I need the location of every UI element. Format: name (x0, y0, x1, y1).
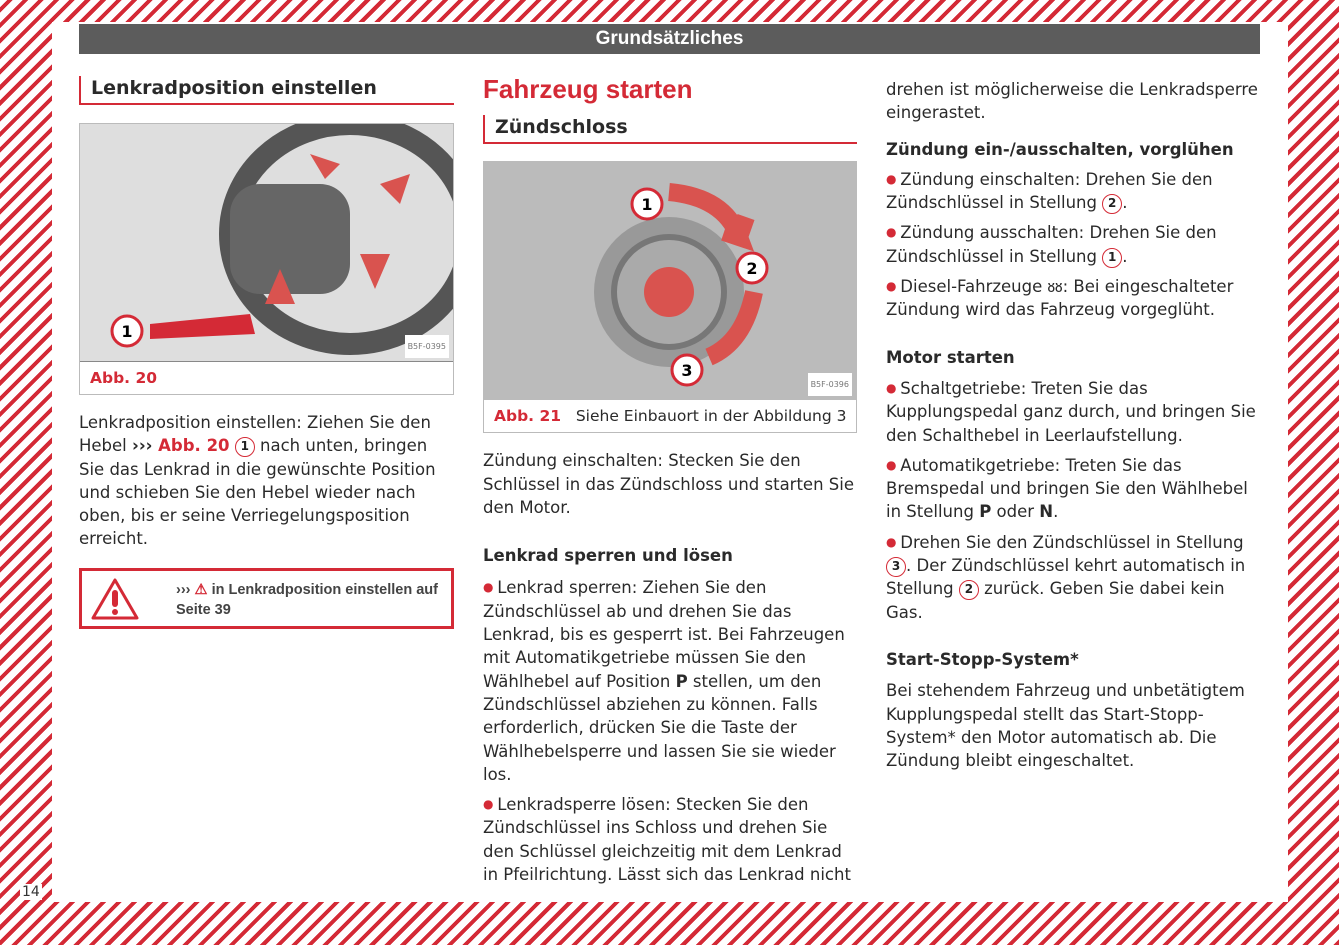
figure-caption: Siehe Einbauort in der Abbildung 3 (575, 407, 847, 426)
bullet-item: ● Drehen Sie den Zündschlüssel in Stellung 3 . Der Zündschlüssel kehrt automatisch in Stellung 2 zurück. Geben Sie dabei kein Gas. (886, 531, 1260, 624)
figure-link[interactable]: Abb. 20 (152, 436, 230, 456)
steering-wheel-drawing (80, 124, 453, 362)
page-number: 14 (22, 884, 40, 900)
column-3 (886, 0, 1260, 772)
glow-plug-icon: ᴕᴕ (1047, 277, 1063, 297)
figure-abb-20 (79, 123, 454, 395)
steering-wheel-illustration (80, 124, 453, 362)
subheading: Zündung ein-/ausschalten, vorglühen (886, 139, 1234, 159)
warning-triangle-icon (90, 577, 140, 621)
paragraph: Bei stehendem Fahrzeug und unbetätigtem Kupplungspedal stellt das Start-Stopp-System* den Motor automatisch ab. Die Zündung bleibt eingeschaltet. (886, 681, 1245, 771)
section-heading: Zündschloss (483, 115, 857, 144)
bullet-item: ● Lenkradsperre lösen: Stecken Sie den Zündschlüssel ins Schloss und drehen Sie den Schlüssel gleichzeitig mit dem Lenkrad in Pfeilrichtung. Lässt sich das Lenkrad nicht (483, 793, 857, 886)
bullet-item: ● Diesel-Fahrzeuge ᴕᴕ: Bei eingeschalteter Zündung wird das Fahrzeug vorgeglüht. (886, 275, 1260, 322)
ignition-lock-illustration (484, 162, 856, 400)
subheading: Motor starten (886, 347, 1015, 367)
column-1 (79, 0, 454, 629)
subheading: Lenkrad sperren und lösen (483, 546, 733, 566)
ignition-lock-drawing (484, 162, 856, 400)
page-title: Fahrzeug starten (483, 74, 693, 104)
svg-text:1: 1 (641, 195, 653, 215)
svg-text:3: 3 (681, 361, 693, 381)
paragraph: Lenkradposition einstellen: Ziehen Sie den Hebel ››› Abb. 20 1 nach unten, bringen Sie das Lenkrad in die gewünschte Position und schieben Sie den Hebel wieder nach oben, bis er seine Verriegelungsposition erreicht. (79, 413, 436, 549)
column-2 (483, 0, 857, 886)
figure-code: B5F-0396 (808, 373, 852, 396)
warning-box: ››› ⚠ in Lenkradposition einstellen auf Seite 39 (79, 568, 454, 629)
figure-abb-21 (483, 161, 857, 433)
bullet-item: ● Zündung ausschalten: Drehen Sie den Zündschlüssel in Stellung 1 . (886, 221, 1260, 268)
figure-label: Abb. 21 (494, 407, 562, 426)
callout-number: 1 (235, 437, 255, 457)
bullet-item: ● Schaltgetriebe: Treten Sie das Kupplungspedal ganz durch, und bringen Sie den Schalthebel in Leerlaufstellung. (886, 377, 1260, 447)
warning-link[interactable]: in Lenkradposition einstellen auf Seite 39 (176, 581, 438, 618)
bullet-item: ● Automatikgetriebe: Treten Sie das Bremspedal und bringen Sie den Wählhebel in Stellung P oder N. (886, 454, 1260, 524)
section-heading: Lenkradposition einstellen (79, 76, 454, 105)
warning-small-icon: ⚠ (194, 581, 208, 598)
subheading: Start-Stopp-System* (886, 649, 1079, 669)
bullet-item: ● Zündung einschalten: Drehen Sie den Zündschlüssel in Stellung 2 . (886, 168, 1260, 215)
figure-label: Abb. 20 (90, 369, 158, 387)
svg-text:1: 1 (121, 322, 133, 341)
paragraph: drehen ist möglicherweise die Lenkradsperre eingerastet. (886, 80, 1258, 123)
svg-text:2: 2 (746, 259, 758, 279)
figure-code: B5F-0395 (405, 335, 449, 358)
bullet-item: ● Lenkrad sperren: Ziehen Sie den Zündschlüssel ab und drehen Sie das Lenkrad, bis es gesperrt ist. Bei Fahrzeugen mit Automatikgetriebe müssen Sie den Wählhebel auf Position P stellen, um den Zündschlüssel abziehen zu können. Falls erforderlich, drücken Sie die Taste der Wählhebelsperre und lassen Sie sie wieder los. (483, 576, 857, 786)
paragraph: Zündung einschalten: Stecken Sie den Schlüssel in das Zündschloss und starten Sie den Motor. (483, 451, 854, 517)
chapter-header: Grundsätzliches (79, 24, 1260, 54)
